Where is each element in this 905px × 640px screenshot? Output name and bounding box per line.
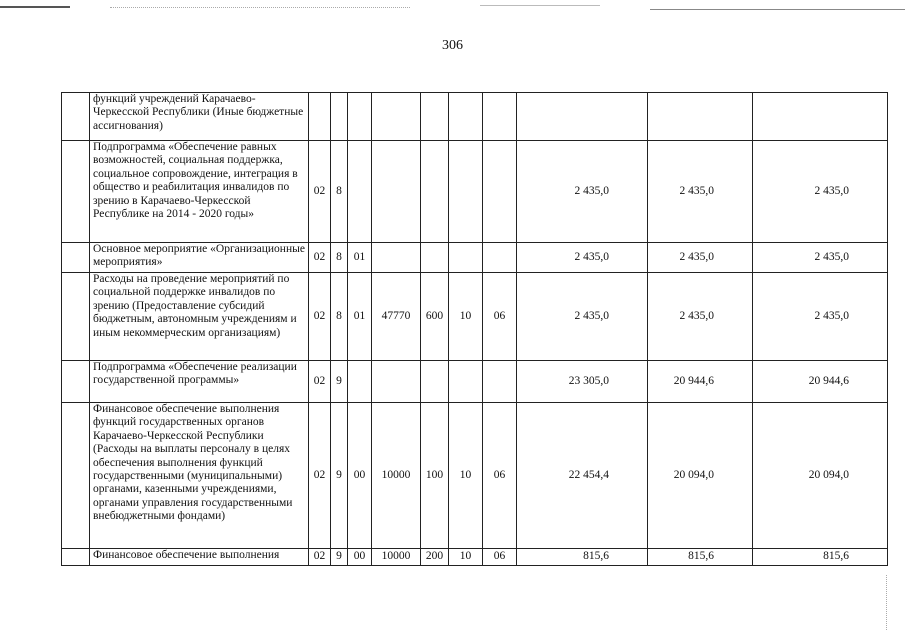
table-row bbox=[62, 361, 888, 403]
code-subprogram bbox=[331, 93, 348, 141]
code-event bbox=[348, 93, 372, 141]
code-direction bbox=[372, 243, 421, 273]
sum-year-3: 2 435,0 bbox=[753, 243, 888, 273]
scan-artifact-line bbox=[480, 5, 600, 6]
code-expense-type: 600 bbox=[421, 273, 449, 361]
code-subsection: 06 bbox=[483, 403, 517, 549]
sum-year-3: 20 944,6 bbox=[753, 361, 888, 403]
table-row bbox=[62, 273, 888, 361]
code-section: 10 bbox=[449, 403, 483, 549]
code-subprogram: 8 bbox=[331, 273, 348, 361]
code-program: 02 bbox=[309, 403, 331, 549]
row-name: Основное мероприятие «Организационные мероприятия» bbox=[90, 243, 309, 273]
sum-year-3 bbox=[753, 93, 888, 141]
row-name: Подпрограмма «Обеспечение реализации государственной программы» bbox=[90, 361, 309, 403]
code-expense-type bbox=[421, 93, 449, 141]
code-program: 02 bbox=[309, 549, 331, 566]
code-direction bbox=[372, 93, 421, 141]
code-section bbox=[449, 141, 483, 243]
sum-year-1: 2 435,0 bbox=[517, 141, 648, 243]
code-section: 10 bbox=[449, 273, 483, 361]
sum-year-3: 20 094,0 bbox=[753, 403, 888, 549]
code-event bbox=[348, 361, 372, 403]
page-number: 306 bbox=[442, 38, 463, 53]
code-event: 01 bbox=[348, 243, 372, 273]
code-subprogram: 8 bbox=[331, 141, 348, 243]
row-name: функций учреждений Карачаево-Черкесской Республики (Иные бюджетные ассигнования) bbox=[90, 93, 309, 141]
code-subsection bbox=[483, 243, 517, 273]
code-expense-type: 200 bbox=[421, 549, 449, 566]
row-name: Расходы на проведение мероприятий по социальной поддержке инвалидов по зрению (Предоставление субсидий бюджетным, автономным учреждениям и иным некоммерческим организациям) bbox=[90, 273, 309, 361]
code-program: 02 bbox=[309, 243, 331, 273]
row-name: Финансовое обеспечение выполнения функций государственных органов Карачаево-Черкесской Республики (Расходы на выплаты персоналу в целях обеспечения выполнения функций государственными (муниципальными) органами, казенными учреждениями, органами управления государственными внебюджетными фондами) bbox=[90, 403, 309, 549]
sum-year-2: 20 094,0 bbox=[648, 403, 753, 549]
table-row bbox=[62, 141, 888, 243]
blank-cell bbox=[62, 361, 90, 403]
code-section bbox=[449, 361, 483, 403]
code-subsection: 06 bbox=[483, 549, 517, 566]
scan-artifact-line bbox=[650, 9, 905, 10]
code-event: 01 bbox=[348, 273, 372, 361]
budget-table bbox=[61, 92, 888, 566]
code-direction: 10000 bbox=[372, 403, 421, 549]
blank-cell bbox=[62, 243, 90, 273]
sum-year-1: 815,6 bbox=[517, 549, 648, 566]
sum-year-3: 2 435,0 bbox=[753, 273, 888, 361]
code-expense-type bbox=[421, 361, 449, 403]
code-direction bbox=[372, 361, 421, 403]
code-subsection bbox=[483, 361, 517, 403]
sum-year-3: 815,6 bbox=[753, 549, 888, 566]
code-program: 02 bbox=[309, 273, 331, 361]
scan-artifact-line bbox=[110, 7, 410, 8]
row-name: Финансовое обеспечение выполнения bbox=[90, 549, 309, 566]
sum-year-1: 23 305,0 bbox=[517, 361, 648, 403]
code-subsection: 06 bbox=[483, 273, 517, 361]
code-event: 00 bbox=[348, 549, 372, 566]
scan-artifact-edge bbox=[886, 575, 887, 630]
code-expense-type bbox=[421, 243, 449, 273]
table-row bbox=[62, 549, 888, 566]
sum-year-2: 2 435,0 bbox=[648, 141, 753, 243]
code-direction: 47770 bbox=[372, 273, 421, 361]
code-direction bbox=[372, 141, 421, 243]
sum-year-2: 815,6 bbox=[648, 549, 753, 566]
sum-year-2: 2 435,0 bbox=[648, 243, 753, 273]
code-program bbox=[309, 93, 331, 141]
code-subprogram: 9 bbox=[331, 361, 348, 403]
scan-artifact-line bbox=[0, 6, 70, 8]
blank-cell bbox=[62, 93, 90, 141]
sum-year-1: 2 435,0 bbox=[517, 243, 648, 273]
code-expense-type: 100 bbox=[421, 403, 449, 549]
table-row bbox=[62, 403, 888, 549]
code-subprogram: 8 bbox=[331, 243, 348, 273]
code-program: 02 bbox=[309, 141, 331, 243]
code-subsection bbox=[483, 93, 517, 141]
blank-cell bbox=[62, 403, 90, 549]
row-name: Подпрограмма «Обеспечение равных возможностей, социальная поддержка, социальное сопровождение, интеграция в общество и реабилитация инвалидов по зрению в Карачаево-Черкесской Республике на 2014 - 2020 годы» bbox=[90, 141, 309, 243]
blank-cell bbox=[62, 549, 90, 566]
code-subprogram: 9 bbox=[331, 549, 348, 566]
sum-year-1: 2 435,0 bbox=[517, 273, 648, 361]
code-section bbox=[449, 243, 483, 273]
code-subsection bbox=[483, 141, 517, 243]
sum-year-2 bbox=[648, 93, 753, 141]
blank-cell bbox=[62, 141, 90, 243]
code-direction: 10000 bbox=[372, 549, 421, 566]
table-row bbox=[62, 93, 888, 141]
code-subprogram: 9 bbox=[331, 403, 348, 549]
sum-year-2: 20 944,6 bbox=[648, 361, 753, 403]
sum-year-3: 2 435,0 bbox=[753, 141, 888, 243]
code-program: 02 bbox=[309, 361, 331, 403]
table-row bbox=[62, 243, 888, 273]
code-section bbox=[449, 93, 483, 141]
code-event: 00 bbox=[348, 403, 372, 549]
sum-year-1: 22 454,4 bbox=[517, 403, 648, 549]
blank-cell bbox=[62, 273, 90, 361]
code-event bbox=[348, 141, 372, 243]
sum-year-2: 2 435,0 bbox=[648, 273, 753, 361]
code-expense-type bbox=[421, 141, 449, 243]
code-section: 10 bbox=[449, 549, 483, 566]
sum-year-1 bbox=[517, 93, 648, 141]
